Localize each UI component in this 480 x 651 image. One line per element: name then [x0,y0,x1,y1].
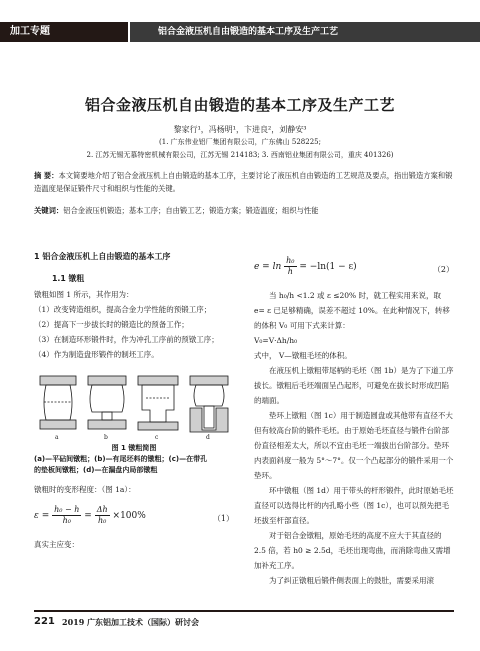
paragraph: 式中， V—镦粗毛坯的体积。 [254,351,352,360]
figure-caption-line-1: (a)—平砧间镦粗；(b)—有尾坯料的镦粗；(c)—在带孔 [34,455,208,463]
footer-rule [34,610,454,612]
equation-1 [34,503,234,531]
eq1-equals: = [84,511,92,521]
page-footer [34,610,454,632]
paragraph: 为了纠正镦粗后锻件侧表面上的鼓肚，需要采用滚 [269,576,434,585]
eq2-fraction: $\frac{\text{h₀}}{h}$ [286,256,295,276]
paragraph: 对于铝合金镦粗，原始毛坯的高度不应大于其直径的 2.5 倍，若 h0 ≥ 2.5d，毛坯出现弯曲，而消除弯曲又需增加补充工序。 [254,531,451,570]
affiliation-1: (1. 广东伟业铝厂集团有限公司，广东佛山 528225; [159,138,321,146]
right-column [254,254,454,588]
keywords [34,205,454,217]
list-item: （2）提高下一步拔长时的锻造比的预备工作； [34,320,189,329]
page-number: 221 [34,616,55,627]
article-title: 铝合金液压机自由锻造的基本工序及生产工艺 [84,96,395,114]
abstract-text: 本文简要地介绍了铝合金液压机上自由锻造的基本工序，主要讨论了液压机自由锻造的工艺规范及要点，指出锻造方案和锻造温度是保证锻件尺寸和组织与性能的关键。 [34,171,453,193]
figure-caption-line-2: 的垫板间镦粗；(d)—在漏盘内局部镦粗 [34,466,158,474]
abstract-label: 摘 要： [34,171,59,180]
conference-name: 2019 广东铝加工技术（国际）研讨会 [62,617,200,627]
article-authors: 黎家行¹，冯杨明¹，卞进良²，刘静安³ [173,125,307,134]
section-tag: 加工专题 [0,22,128,42]
affiliation-2: 2. 江苏无锡无慕特密机械有限公司，江苏无锡 214183; 3. 西南铝业集团有限公司，重庆 401326) [86,151,394,159]
diagram-d [190,376,228,432]
subsection-heading-1-1: 1.1 镦粗 [52,274,85,283]
keywords-label: 关键词： [34,206,64,215]
paragraph: 真实主应变： [34,540,79,549]
diagram-c [138,376,178,430]
eq2-tail: = −ln(1 − ε) [299,262,357,272]
equation-2-formula [254,256,357,277]
equation-number: （1） [212,514,234,523]
abstract [34,170,454,195]
equation-1-formula [34,505,146,526]
figure-label-c: c [155,434,159,440]
eq1-fraction-1: $\frac{\text{h₀ − h}}{\text{h₀}}$ [54,505,80,525]
figure-label-d: d [206,434,210,440]
equation-2 [254,254,454,282]
eq1-fraction-2: $\frac{\Delta h}{\text{h₀}}$ [96,505,108,525]
section-heading-1: 1 铝合金液压机上自由锻造的基本工序 [34,252,171,261]
list-item: （4）作为制造盘形锻件的制坯工序。 [34,350,159,359]
running-title: 铝合金液压机自由锻造的基本工序及生产工艺 [130,22,480,42]
eq1-tail: ×100% [112,511,146,521]
paragraph: 当 h₀/h <1.2 或 ε ≤20% 时，就工程实用来说，取 e= ε 已足够精确，误差不超过 10%。在此种情况下，转移的体积 V₀ 可用下式来计算： [254,291,450,330]
equation-number: （2） [432,265,454,274]
diagram-a [40,376,76,429]
figure-title: 图 1 镦粗简图 [111,444,157,452]
eq1-lhs: ε = [34,511,50,521]
paragraph: 在液压机上镦粗带尾柄的毛坯（图 1b）是为了下道工序拔长。镦粗后毛坯端面呈凸起形，可避免在拔长时形成凹陷的端面。 [254,366,454,405]
eq2-lhs: e = ln [254,262,282,272]
paragraph: 环中镦粗（图 1d）用于带头的杆形锻件，此时原始毛坯直径可以选得比杆的内孔略小些（图 1c），也可以预先把毛坯拔至杆部直径。 [254,486,454,525]
paragraph: 垫环上镦粗（图 1c）用于制造圆盘或其他带有直径不大但有较高台阶的锻件毛坯。由于原始毛坯直径与锻件台阶部份直径相差太大，所以不宜由毛坯一端拔出台阶部分。垫环内表面斜度一般为 5°～7°。仅一个凸起部分的锻件采用一个垫环。 [254,411,454,480]
keywords-text: 铝合金液压机锻造；基本工序；自由锻工艺；锻造方案；锻造温度；组织与性能 [63,206,319,215]
figure-1 [34,370,234,440]
figure-label-b: b [104,434,108,440]
paragraph: 镦粗如图 1 所示，其作用为： [34,290,134,299]
figure-label-a: a [55,434,59,440]
list-item: （1）改变铸造组织，提高合金力学性能的预锻工序； [34,305,212,314]
formula-line: V₀=V·Δh/h₀ [254,336,298,345]
list-item: （3）在制造环形锻件时，作为冲孔工序前的预镦工序； [34,335,219,344]
left-column [34,249,234,552]
paragraph: 镦粗时的变形程度：（图 1a）： [34,485,136,494]
upsetting-diagram [34,370,234,440]
diagram-b [88,376,126,429]
page-header [0,22,480,42]
